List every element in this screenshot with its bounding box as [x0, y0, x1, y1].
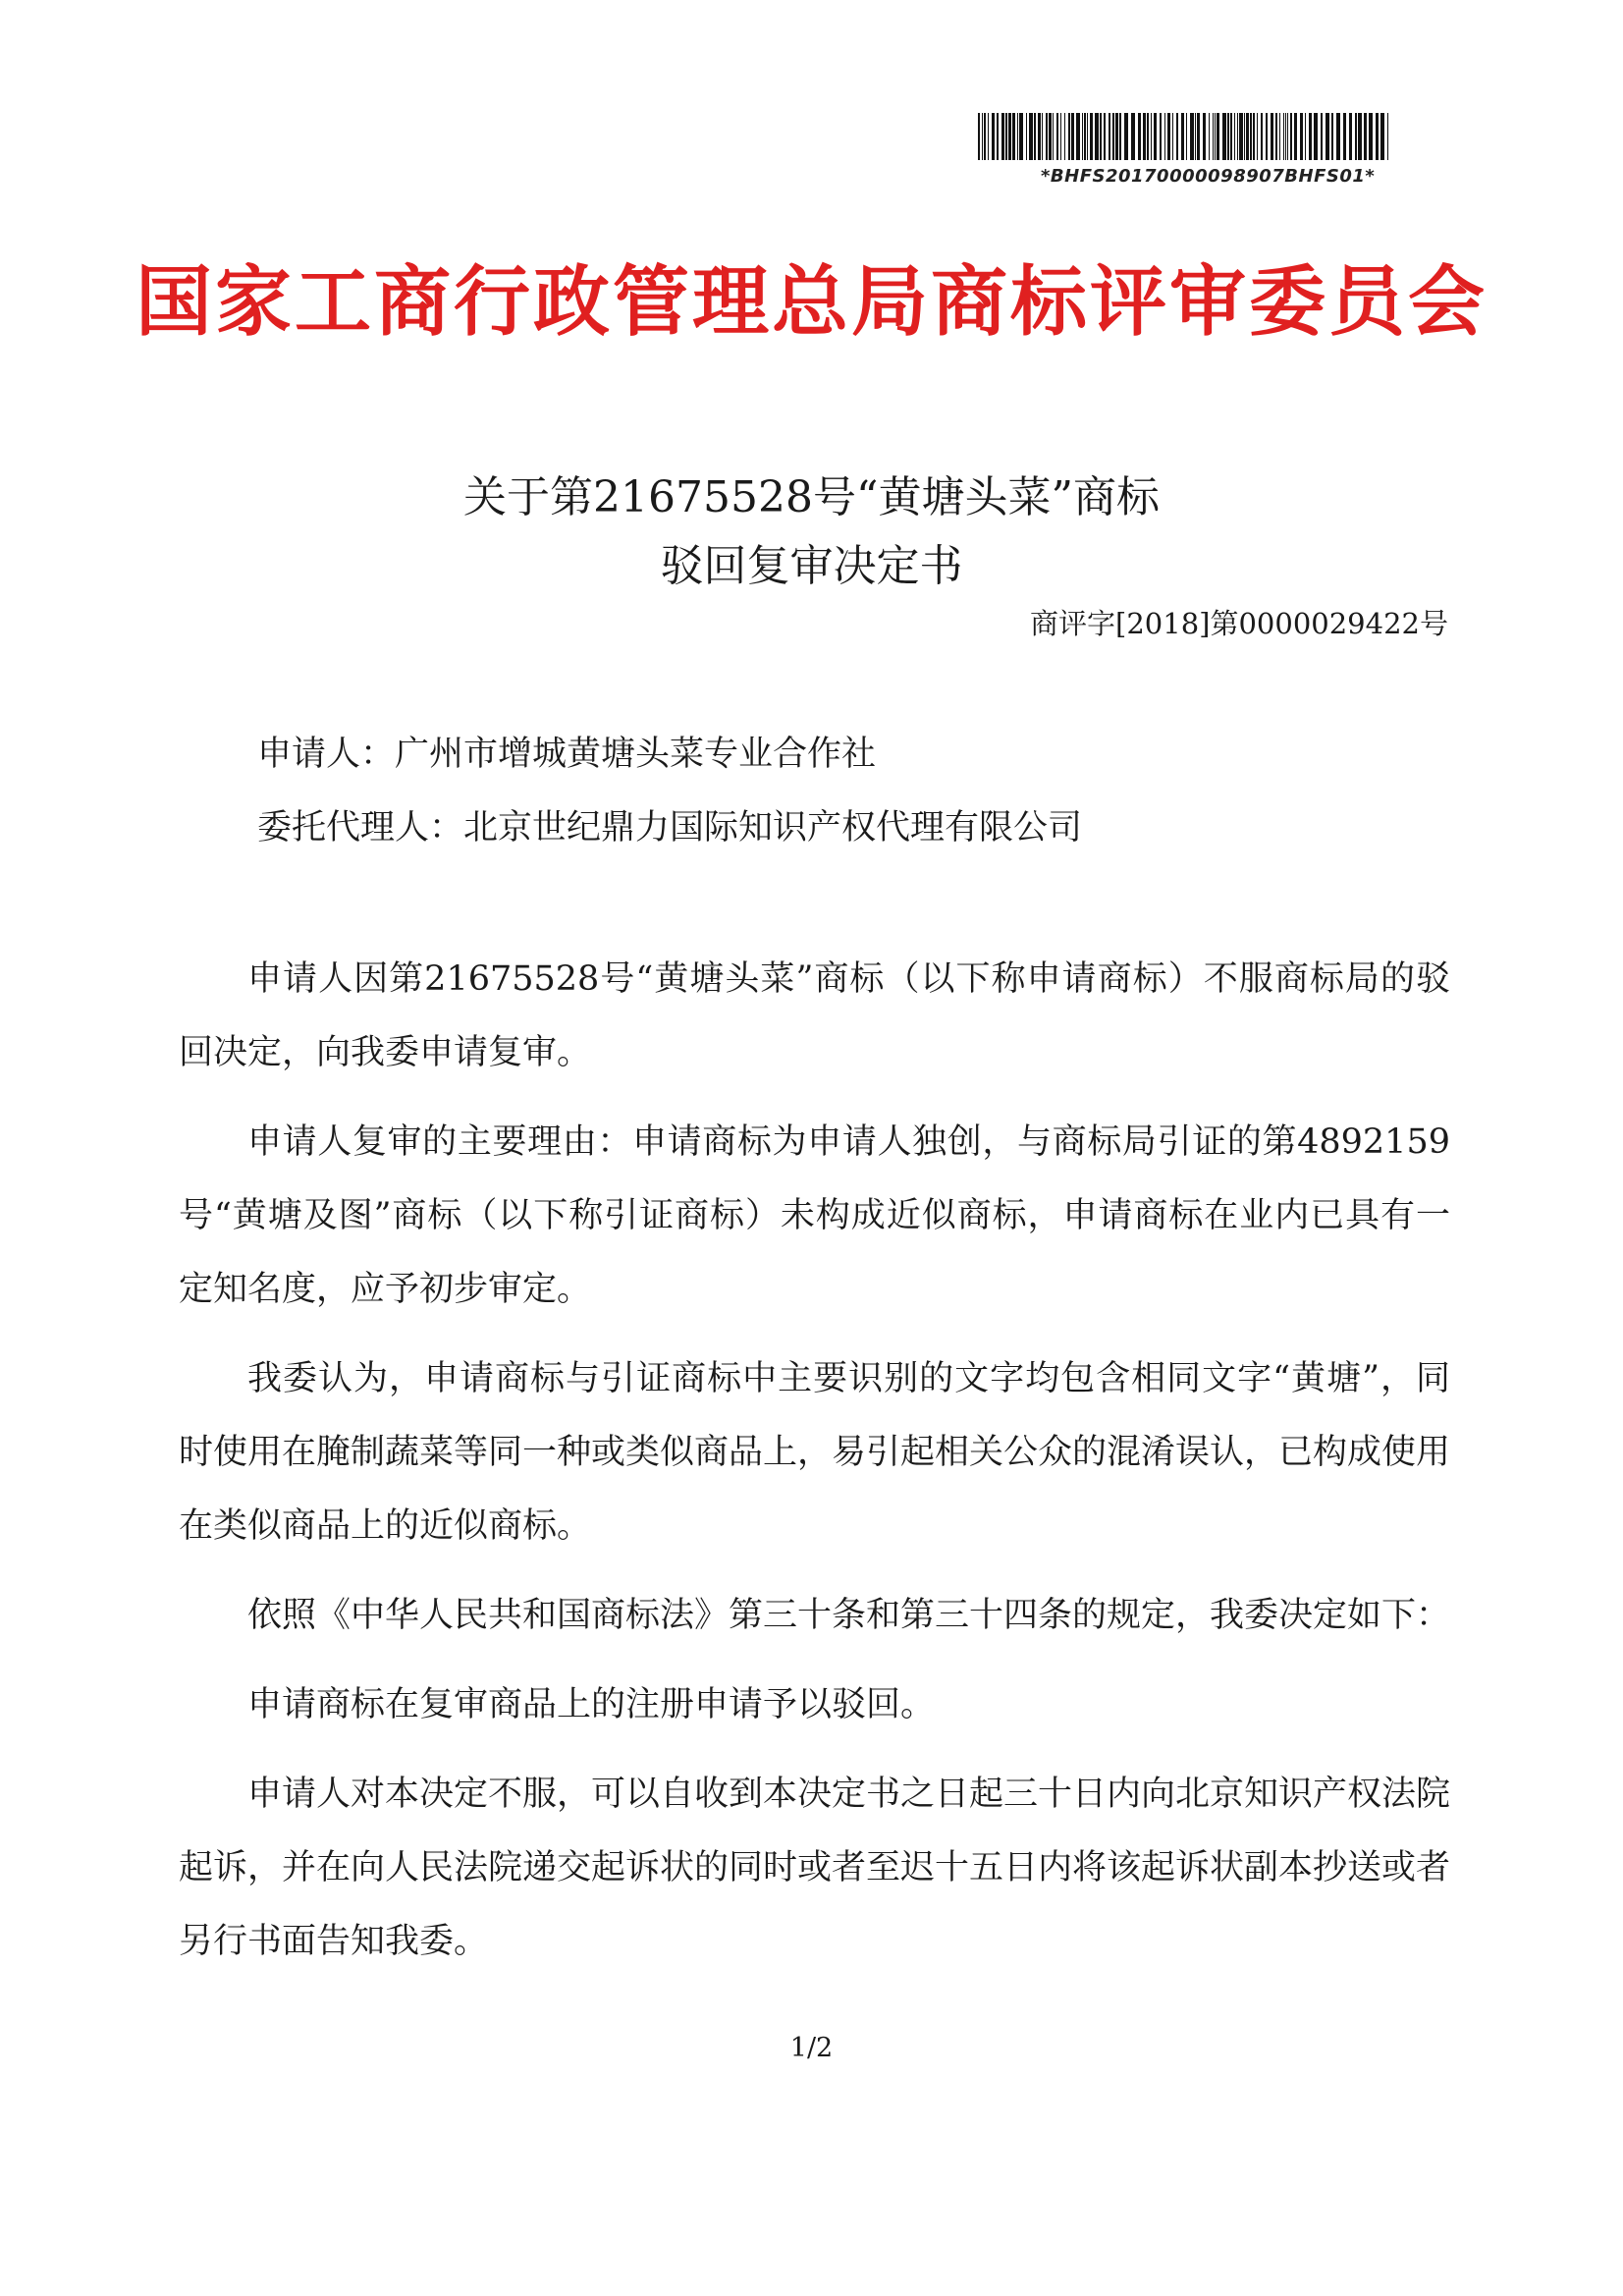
paragraph-legal-basis: 依照《中华人民共和国商标法》第三十条和第三十四条的规定，我委决定如下：	[247, 1596, 1451, 1635]
applicant-line: 申请人：广州市增城黄塘头菜专业合作社	[257, 735, 877, 774]
barcode	[978, 113, 1390, 160]
document-title-line-1: 关于第21675528号“黄塘头菜”商标	[463, 472, 1160, 522]
paragraph-applicant-reasons: 申请人复审的主要理由：申请商标为申请人独创，与商标局引证的第4892159号“黄塘及图”商标（以下称引证商标）未构成近似商标，申请商标在业内已具有一定知名度，应予初步审定。	[179, 1122, 1450, 1309]
barcode-number: *BHFS20170000098907BHFS01*	[1041, 166, 1376, 187]
decision-body	[179, 943, 1450, 1995]
page-number: 1/2	[789, 2033, 834, 2063]
paragraph-background: 申请人因第21675528号“黄塘头菜”商标（以下称申请商标）不服商标局的驳回决定，向我委申请复审。	[179, 959, 1450, 1072]
document-title-line-2: 驳回复审决定书	[660, 541, 963, 591]
agent-line: 委托代理人：北京世纪鼎力国际知识产权代理有限公司	[257, 808, 1083, 847]
document-number: 商评字[2018]第0000029422号	[1030, 607, 1448, 640]
paragraph-appeal-notice: 申请人对本决定不服，可以自收到本决定书之日起三十日内向北京知识产权法院起诉，并在向人民法院递交起诉状的同时或者至迟十五日内将该起诉状副本抄送或者另行书面告知我委。	[179, 1775, 1451, 1961]
paragraph-committee-opinion: 我委认为，申请商标与引证商标中主要识别的文字均包含相同文字“黄塘”，同时使用在腌制蔬菜等同一种或类似商品上，易引起相关公众的混淆误认，已构成使用在类似商品上的近似商标。	[179, 1359, 1451, 1546]
barcode-block	[972, 113, 1394, 187]
organization-header: 国家工商行政管理总局商标评审委员会	[135, 258, 1488, 347]
paragraph-decision: 申请商标在复审商品上的注册申请予以驳回。	[247, 1685, 936, 1724]
